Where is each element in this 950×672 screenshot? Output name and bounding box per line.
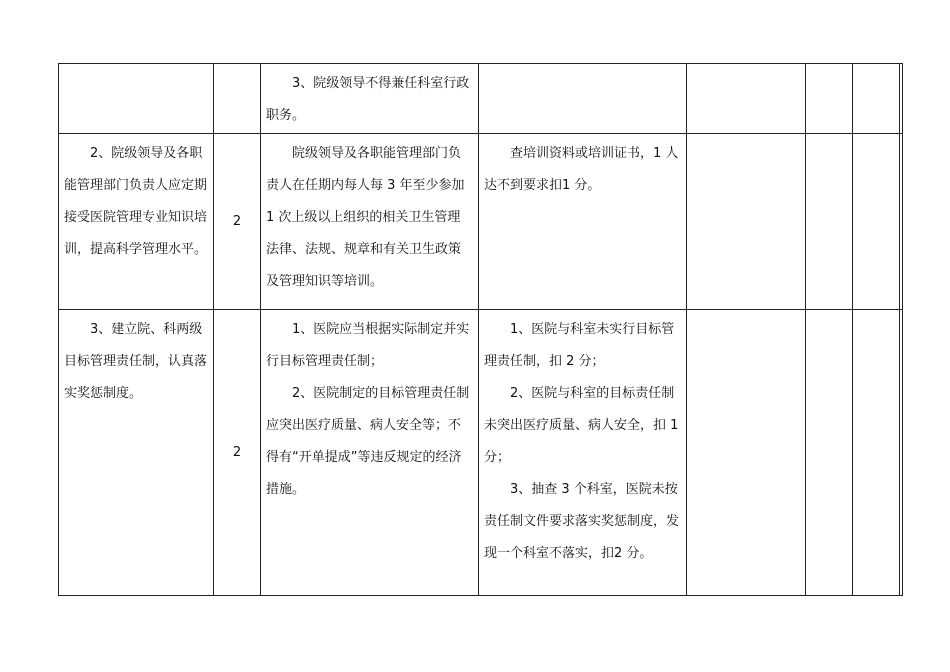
standard-text: 2、医院制定的目标管理责任制应突出医疗质量、病人安全等；不得有“开单提成”等违反规定的经济措施。 xyxy=(266,386,470,497)
table-row xyxy=(59,134,903,310)
standard-cell xyxy=(261,310,479,596)
method-text: 3、抽查 3 个科室，医院未按责任制文件要求落实奖惩制度，发现一个科室不落实，扣2 分。 xyxy=(484,482,680,561)
blank-cell xyxy=(853,310,900,596)
item-cell xyxy=(59,64,214,134)
standard-text: 1、医院应当根据实际制定并实行目标管理责任制； xyxy=(266,322,470,369)
method-cell xyxy=(479,64,687,134)
standard-cell xyxy=(261,134,479,310)
method-text: 2、医院与科室的目标责任制未突出医疗质量、病人安全，扣 1 分； xyxy=(484,386,679,465)
blank-cell xyxy=(900,310,903,596)
item-text: 3、建立院、科两级目标管理责任制，认真落实奖惩制度。 xyxy=(64,322,208,401)
blank-cell xyxy=(687,310,806,596)
blank-cell xyxy=(687,134,806,310)
blank-cell xyxy=(900,64,903,134)
score-cell: 2 xyxy=(214,134,261,310)
blank-cell xyxy=(806,134,853,310)
item-cell xyxy=(59,134,214,310)
score-cell xyxy=(214,64,261,134)
method-text: 查培训资料或培训证书，1 人达不到要求扣1 分。 xyxy=(484,146,679,193)
blank-cell xyxy=(853,134,900,310)
blank-cell xyxy=(900,134,903,310)
method-cell xyxy=(479,134,687,310)
item-cell xyxy=(59,310,214,596)
table-row xyxy=(59,64,903,134)
item-text: 2、院级领导及各职能管理部门负责人应定期接受医院管理专业知识培训，提高科学管理水平。 xyxy=(64,146,208,257)
evaluation-table xyxy=(58,63,903,596)
standard-text: 3、院级领导不得兼任科室行政职务。 xyxy=(266,76,470,123)
blank-cell xyxy=(806,64,853,134)
table-row xyxy=(59,310,903,596)
blank-cell xyxy=(806,310,853,596)
method-text: 1、医院与科室未实行目标管理责任制，扣 2 分； xyxy=(484,322,675,369)
standard-cell xyxy=(261,64,479,134)
method-cell xyxy=(479,310,687,596)
score-cell: 2 xyxy=(214,310,261,596)
standard-text: 院级领导及各职能管理部门负责人在任期内每人每 3 年至少参加 1 次上级以上组织的相关卫生管理法律、法规、规章和有关卫生政策及管理知识等培训。 xyxy=(266,146,465,289)
blank-cell xyxy=(853,64,900,134)
blank-cell xyxy=(687,64,806,134)
